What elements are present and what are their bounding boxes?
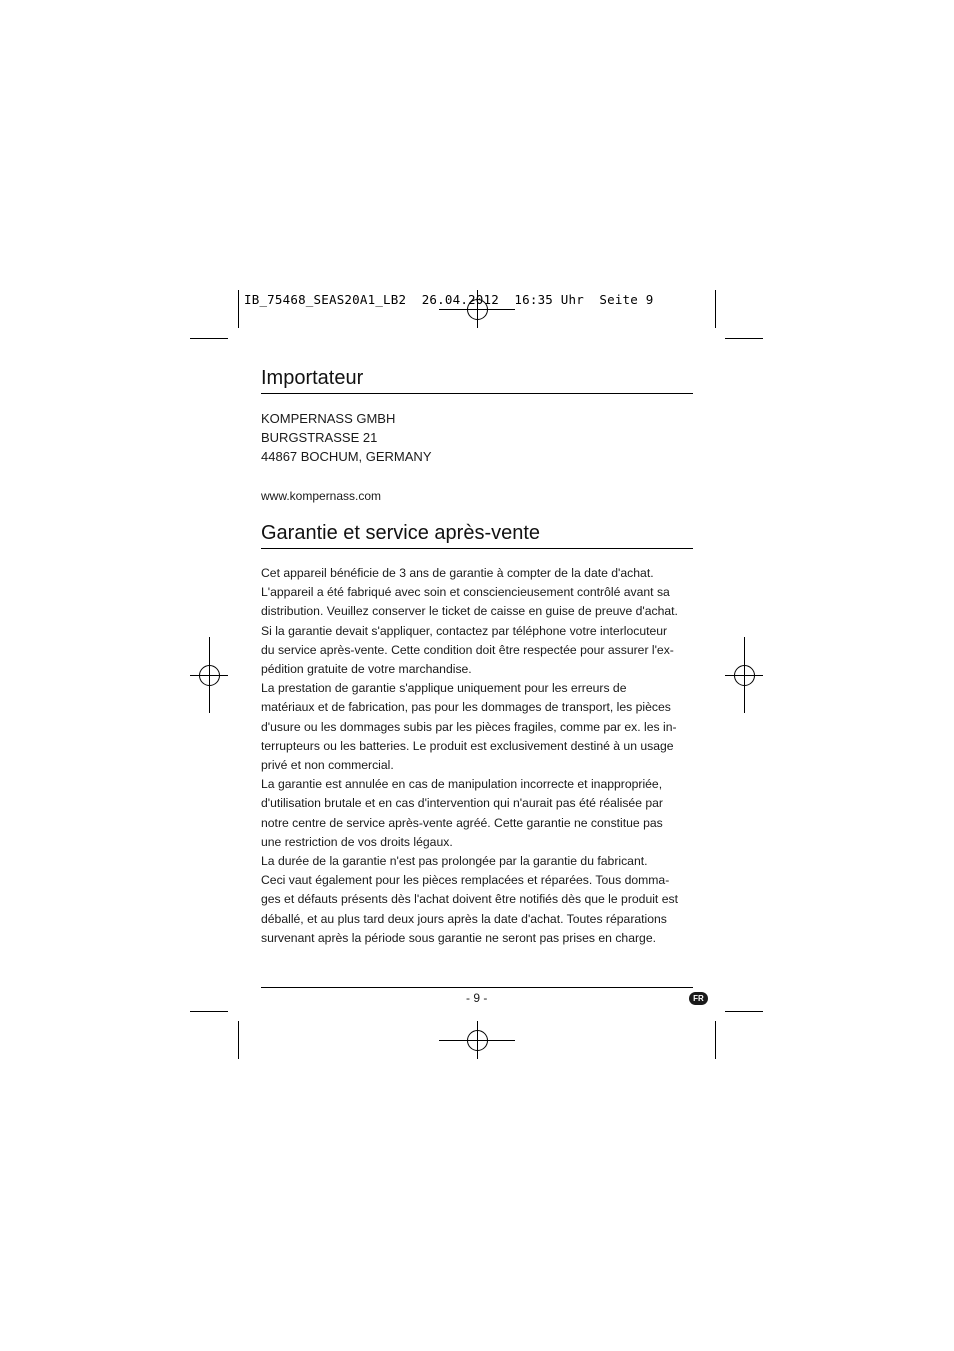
language-badge: FR <box>689 992 708 1005</box>
warranty-line: notre centre de service après-vente agréé. Cette garantie ne constitue pas <box>261 815 663 830</box>
footer-rule <box>261 987 693 988</box>
registration-left-circle <box>199 665 220 686</box>
registration-bottom-circle <box>467 1030 488 1051</box>
importer-website: www.kompernass.com <box>261 489 382 503</box>
warranty-line: Ceci vaut également pour les pièces remplacées et réparées. Tous domma- <box>261 873 670 888</box>
warranty-line: Cet appareil bénéficie de 3 ans de garantie à compter de la date d'achat. <box>261 566 654 580</box>
warranty-line: du service après-vente. Cette condition doit être respectée pour assurer l'ex- <box>261 642 674 657</box>
warranty-line: La prestation de garantie s'applique uniquement pour les erreurs de <box>261 681 627 696</box>
crop-mark-top-left-horizontal <box>190 338 228 339</box>
crop-mark-top-right-horizontal <box>725 338 763 339</box>
crop-mark-top-left-vertical <box>238 290 239 328</box>
crop-mark-bottom-left-vertical <box>238 1021 239 1059</box>
print-slug: IB_75468_SEAS20A1_LB2 26.04.2012 16:35 Uhr Seite 9 <box>244 292 654 307</box>
warranty-body <box>261 564 693 948</box>
crop-mark-top-right-vertical <box>715 290 716 328</box>
importer-street: BURGSTRASSE 21 <box>261 430 378 445</box>
warranty-line: La garantie est annulée en cas de manipulation incorrecte et inappropriée, <box>261 777 663 792</box>
warranty-line: matériaux et de fabrication, pas pour les dommages de transport, les pièces <box>261 700 671 715</box>
warranty-title: Garantie et service après-vente <box>261 521 693 549</box>
warranty-line: une restriction de vos droits légaux. <box>261 834 453 849</box>
warranty-line: d'usure ou les dommages subis par les pièces fragiles, comme par ex. les in- <box>261 719 677 734</box>
crop-mark-bottom-left-horizontal <box>190 1011 228 1012</box>
warranty-line: Si la garantie devait s'appliquer, contactez par téléphone votre interlocuteur <box>261 623 668 638</box>
page-number: - 9 - <box>466 991 488 1005</box>
warranty-line: La durée de la garantie n'est pas prolongée par la garantie du fabricant. <box>261 854 648 869</box>
warranty-line: ges et défauts présents dès l'achat doivent être notifiés dès que le produit est <box>261 892 678 907</box>
importer-company: KOMPERNASS GMBH <box>261 411 396 426</box>
importer-title: Importateur <box>261 366 693 394</box>
warranty-line: déballé, et au plus tard deux jours après la date d'achat. Toutes réparations <box>261 911 667 926</box>
crop-mark-bottom-right-vertical <box>715 1021 716 1059</box>
importer-city: 44867 BOCHUM, GERMANY <box>261 449 432 464</box>
crop-mark-bottom-right-horizontal <box>725 1011 763 1012</box>
warranty-line: L'appareil a été fabriqué avec soin et consciencieusement contrôlé avant sa <box>261 585 670 600</box>
registration-right-circle <box>734 665 755 686</box>
warranty-line: survenant après la période sous garantie ne seront pas prises en charge. <box>261 930 656 945</box>
warranty-line: privé et non commercial. <box>261 758 394 773</box>
warranty-line: terrupteurs ou les batteries. Le produit est exclusivement destiné à un usage <box>261 738 674 753</box>
warranty-line: distribution. Veuillez conserver le ticket de caisse en guise de preuve d'achat. <box>261 604 678 619</box>
warranty-line: d'utilisation brutale et en cas d'intervention qui n'aurait pas été réalisée par <box>261 796 663 811</box>
warranty-line: pédition gratuite de votre marchandise. <box>261 662 472 677</box>
